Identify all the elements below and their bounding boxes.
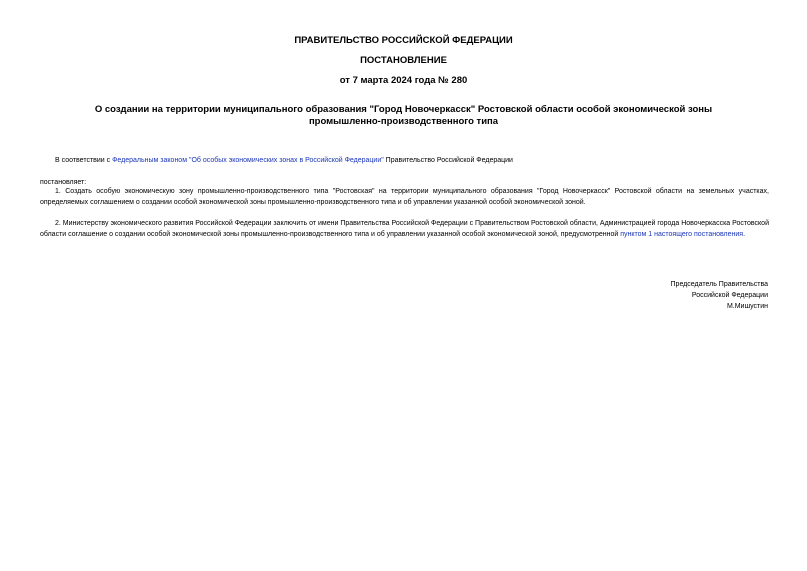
government-heading: ПРАВИТЕЛЬСТВО РОССИЙСКОЙ ФЕДЕРАЦИИ — [294, 35, 513, 46]
federal-law-link[interactable]: Федеральным законом "Об особых экономических зонах в Российской Федерации" — [112, 157, 384, 164]
item-1-reference-link[interactable]: пунктом 1 настоящего постановления — [620, 231, 744, 238]
doc-type-heading: ПОСТАНОВЛЕНИЕ — [360, 55, 447, 66]
item-2-text-after: . — [743, 231, 746, 238]
decides-text: постановляет: — [40, 179, 87, 186]
signature-name: М.Мишустин — [726, 303, 768, 310]
preamble-paragraph — [40, 155, 769, 166]
item-1-paragraph: 1. Создать особую экономическую зону промышленно-производственного типа "Ростовская" на территории муниципального образования "Город Новочеркасск" Ростовской области на земельных участках, определяемых соглашением о создании особой экономической зоны промышленно-производственного типа и об управлении указанной особой экономической зоной. — [40, 188, 769, 206]
document-title: О создании на территории муниципального образования "Город Новочеркасск" Ростовской области особой экономической зоны промышленно-производственного типа — [94, 104, 713, 127]
preamble-text-before: В соответствии с — [55, 157, 113, 164]
item-2-text-before: 2. Министерству экономического развития Российской Федерации заключить от имени Правительства Российской Федерации с Правительством Ростовской области, Администрацией города Новочеркасска Ростовской области соглашение о создании особой экономической зоны промышленно-производственного типа и об управлении указанной особой экономической зоной, предусмотренной — [40, 220, 769, 238]
item-2-paragraph — [40, 218, 769, 240]
signature-title-line1: Председатель Правительства — [670, 281, 768, 288]
signature-title-line2: Российской Федерации — [691, 292, 768, 299]
date-number: от 7 марта 2024 года № 280 — [339, 75, 468, 86]
preamble-text-after: Правительство Российской Федерации — [383, 157, 513, 164]
